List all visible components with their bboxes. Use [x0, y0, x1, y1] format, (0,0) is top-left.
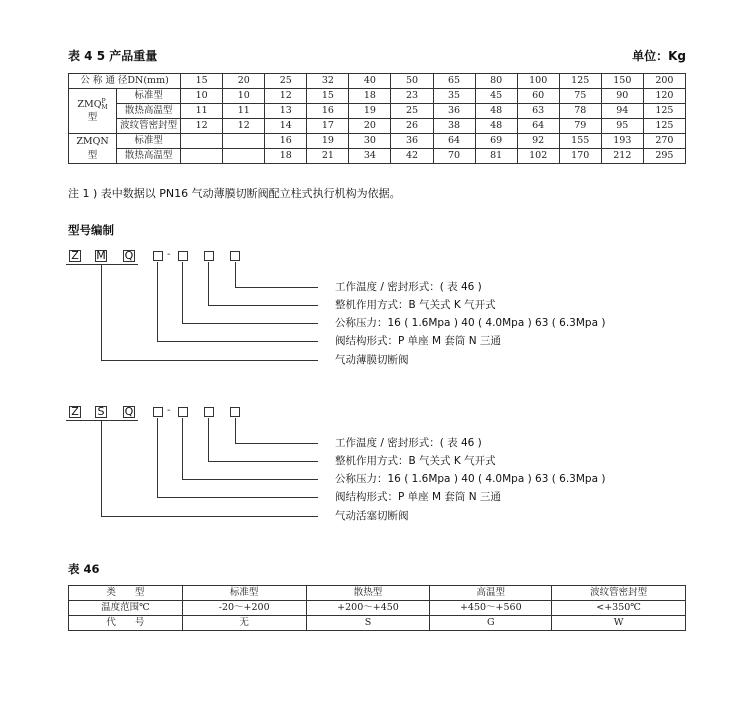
value-cell: 16 [265, 134, 307, 149]
value-cell: 14 [265, 119, 307, 134]
value-cell: 26 [391, 119, 433, 134]
code-desc-structure: 阀结构形式：P 单座 M 套筒 N 三通 [335, 335, 501, 347]
group1-label-sub: M [101, 103, 108, 111]
dn-cell: 20 [223, 74, 265, 89]
value-cell: 10 [181, 89, 223, 104]
value-cell: 270 [643, 134, 685, 149]
table-row [69, 616, 686, 631]
value-cell: 36 [433, 104, 475, 119]
value-cell: 10 [223, 89, 265, 104]
dn-cell: 125 [559, 74, 601, 89]
group1-label [69, 89, 117, 134]
table46-cell: <+350℃ [552, 601, 686, 616]
table46-cell: +200～+450 [306, 601, 430, 616]
code-letter: S [95, 406, 107, 418]
table-row [69, 601, 686, 616]
table-row [69, 149, 686, 164]
value-cell: 64 [517, 119, 559, 134]
value-cell: 38 [433, 119, 475, 134]
value-cell: 42 [391, 149, 433, 164]
table-row [69, 119, 686, 134]
code-slot [153, 407, 163, 417]
table46-cell: S [306, 616, 430, 631]
value-cell: 34 [349, 149, 391, 164]
code-desc-pressure: 公称压力：16 ( 1.6Mpa ) 40 ( 4.0Mpa ) 63 ( 6.3Mpa ) [335, 473, 606, 485]
dn-cell: 32 [307, 74, 349, 89]
leader-line [182, 479, 318, 480]
code-desc-product: 气动活塞切断阀 [335, 510, 409, 522]
value-cell [223, 134, 265, 149]
table46-cell: 温度范围℃ [69, 601, 183, 616]
value-cell: 21 [307, 149, 349, 164]
value-cell: 18 [265, 149, 307, 164]
leader-line [101, 516, 318, 517]
value-cell: 155 [559, 134, 601, 149]
table-row [69, 74, 686, 89]
table46-cell: 代 号 [69, 616, 183, 631]
leader-line [157, 418, 158, 498]
type-cell: 散热高温型 [117, 104, 181, 119]
code-letter: Z [69, 250, 81, 262]
table45-unit: 单位：Kg [632, 49, 686, 63]
value-cell: 295 [643, 149, 685, 164]
code-slot [204, 407, 214, 417]
value-cell: 19 [349, 104, 391, 119]
leader-line [235, 262, 236, 288]
value-cell: 20 [349, 119, 391, 134]
value-cell: 81 [475, 149, 517, 164]
table46-cell: +450～+560 [430, 601, 552, 616]
group2-label-bottom: 型 [87, 149, 98, 161]
value-cell: 15 [307, 89, 349, 104]
value-cell: 60 [517, 89, 559, 104]
group2-label-top: ZMQN [76, 135, 109, 147]
table-row [69, 134, 686, 149]
type-cell: 标准型 [117, 89, 181, 104]
value-cell: 12 [223, 119, 265, 134]
code-desc-action: 整机作用方式：B 气关式 K 气开式 [335, 455, 496, 467]
leader-line [101, 265, 102, 361]
value-cell: 11 [181, 104, 223, 119]
model-coding-title: 型号编制 [68, 223, 114, 237]
table-row [69, 89, 686, 104]
dn-cell: 15 [181, 74, 223, 89]
code-slot [153, 251, 163, 261]
value-cell: 94 [601, 104, 643, 119]
code-letter: Q [124, 249, 134, 262]
group1-label-top: ZMQ [77, 99, 102, 110]
code-dash: - [167, 405, 171, 416]
leader-line [157, 497, 318, 498]
code-desc-action: 整机作用方式：B 气关式 K 气开式 [335, 299, 496, 311]
value-cell: 16 [307, 104, 349, 119]
value-cell: 212 [601, 149, 643, 164]
value-cell: 30 [349, 134, 391, 149]
group1-label-sup: P [101, 97, 106, 105]
table46-cell: 无 [182, 616, 306, 631]
code-underline [66, 420, 138, 421]
value-cell: 125 [643, 119, 685, 134]
table46-cell: 波纹管密封型 [552, 586, 686, 601]
code-letter: M [96, 249, 106, 262]
value-cell [181, 149, 223, 164]
table46-cell: G [430, 616, 552, 631]
value-cell [181, 134, 223, 149]
value-cell: 45 [475, 89, 517, 104]
leader-line [235, 443, 318, 444]
leader-line [235, 287, 318, 288]
value-cell: 92 [517, 134, 559, 149]
value-cell: 170 [559, 149, 601, 164]
leader-line [208, 262, 209, 306]
value-cell: 36 [391, 134, 433, 149]
leader-line [157, 262, 158, 342]
value-cell: 90 [601, 89, 643, 104]
code-desc-structure: 阀结构形式：P 单座 M 套筒 N 三通 [335, 491, 501, 503]
value-cell: 23 [391, 89, 433, 104]
value-cell: 25 [391, 104, 433, 119]
code-desc-temperature: 工作温度 / 密封形式：( 表 46 ) [335, 437, 482, 449]
value-cell: 63 [517, 104, 559, 119]
value-cell: 125 [643, 104, 685, 119]
table46-cell: 标准型 [182, 586, 306, 601]
value-cell: 75 [559, 89, 601, 104]
leader-line [157, 341, 318, 342]
dn-cell: 65 [433, 74, 475, 89]
table45 [68, 73, 686, 164]
group2-label [69, 134, 117, 164]
table-row [69, 104, 686, 119]
table45-note: 注 1 ) 表中数据以 PN16 气动薄膜切断阀配立柱式执行机构为依据。 [68, 187, 401, 200]
code-underline [66, 264, 138, 265]
leader-line [182, 262, 183, 324]
code-letter: Z [69, 406, 81, 418]
leader-line [208, 418, 209, 462]
type-cell: 波纹管密封型 [117, 119, 181, 134]
leader-line [182, 323, 318, 324]
value-cell [223, 149, 265, 164]
code-slot [230, 251, 240, 261]
leader-line [101, 360, 318, 361]
table45-header-label: 公 称 通 径DN(mm) [69, 74, 181, 89]
value-cell: 19 [307, 134, 349, 149]
code-slot [204, 251, 214, 261]
value-cell: 78 [559, 104, 601, 119]
type-cell: 标准型 [117, 134, 181, 149]
table46-title: 表 46 [68, 562, 100, 576]
value-cell: 193 [601, 134, 643, 149]
table46-cell: W [552, 616, 686, 631]
code-letter: Q [124, 405, 134, 418]
dn-cell: 25 [265, 74, 307, 89]
dn-cell: 150 [601, 74, 643, 89]
dn-cell: 100 [517, 74, 559, 89]
code-dash: - [167, 249, 171, 260]
table-row [69, 586, 686, 601]
table46-cell: -20～+200 [182, 601, 306, 616]
value-cell: 11 [223, 104, 265, 119]
type-cell: 散热高温型 [117, 149, 181, 164]
value-cell: 79 [559, 119, 601, 134]
value-cell: 64 [433, 134, 475, 149]
value-cell: 102 [517, 149, 559, 164]
value-cell: 69 [475, 134, 517, 149]
dn-cell: 200 [643, 74, 685, 89]
value-cell: 12 [181, 119, 223, 134]
dn-cell: 80 [475, 74, 517, 89]
leader-line [182, 418, 183, 480]
leader-line [235, 418, 236, 444]
value-cell: 70 [433, 149, 475, 164]
code-slot [178, 407, 188, 417]
value-cell: 17 [307, 119, 349, 134]
value-cell: 120 [643, 89, 685, 104]
table46-cell: 散热型 [306, 586, 430, 601]
table45-title: 表 4 5 产品重量 [68, 49, 158, 63]
code-desc-temperature: 工作温度 / 密封形式：( 表 46 ) [335, 281, 482, 293]
code-slot [230, 407, 240, 417]
table46-cell: 高温型 [430, 586, 552, 601]
value-cell: 35 [433, 89, 475, 104]
group1-label-bottom: 型 [87, 112, 98, 123]
value-cell: 12 [265, 89, 307, 104]
value-cell: 48 [475, 119, 517, 134]
code-slot [178, 251, 188, 261]
code-desc-product: 气动薄膜切断阀 [335, 354, 409, 366]
leader-line [208, 305, 318, 306]
value-cell: 48 [475, 104, 517, 119]
dn-cell: 40 [349, 74, 391, 89]
dn-cell: 50 [391, 74, 433, 89]
leader-line [208, 461, 318, 462]
value-cell: 95 [601, 119, 643, 134]
value-cell: 13 [265, 104, 307, 119]
value-cell: 18 [349, 89, 391, 104]
leader-line [101, 421, 102, 517]
code-desc-pressure: 公称压力：16 ( 1.6Mpa ) 40 ( 4.0Mpa ) 63 ( 6.3Mpa ) [335, 317, 606, 329]
table46 [68, 585, 686, 631]
table46-cell: 类 型 [69, 586, 183, 601]
